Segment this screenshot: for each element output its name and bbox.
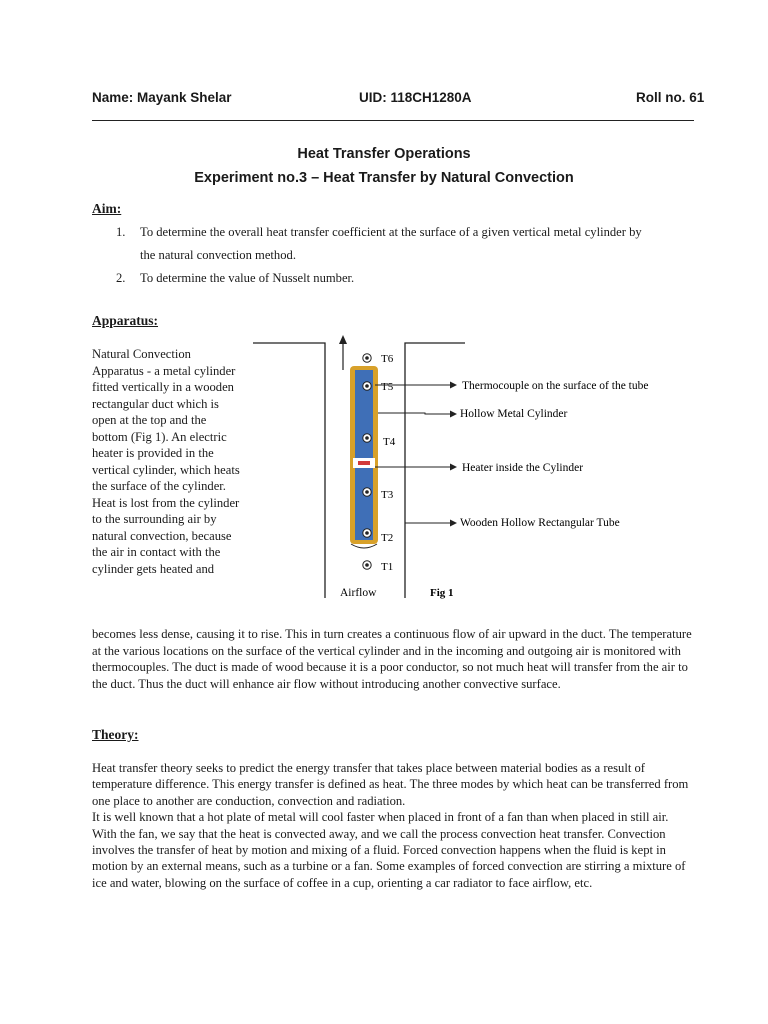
callout-line-cylinder (378, 413, 450, 414)
apparatus-paragraph-wide: becomes less dense, causing it to rise. This in turn creates a continuous flow of air upward in the duct. The temperature at the various locations on the surface of the vertical cylinder and in the incoming and outgoing air is monitored with thermocouples. The duct is made of wood because it is a poor conductor, so not much heat will transfer from the air to the duct. Thus the duct will enhance air flow without introducing another convective surface. (92, 627, 692, 691)
thermocouple-t2 (363, 529, 371, 537)
aim-heading: Aim: (92, 201, 122, 216)
natural-convection-figure (245, 330, 715, 615)
thermocouple-t5 (363, 382, 371, 390)
cylinder-base (351, 544, 377, 548)
aim-item (116, 267, 676, 290)
theory-heading: Theory: (92, 727, 139, 742)
aim-item (116, 221, 676, 267)
theory-paragraph-2: It is well known that a hot plate of metal will cool faster when placed in front of a fan than when placed in still air. With the fan, we say that the heat is convected away, and we call the process convection heat transfer. Convection involves the transfer of heat by motion and mixing of a fluid. Forced convection happens when the fluid is kept in motion by an external means, such as a turbine or a fan. Some examples of forced convection are stirring a mixture of ice and water, blowing on the surface of coffee in a cup, orienting a car radiator to face airflow, etc. (92, 810, 686, 890)
roll-number: Roll no. 61 (636, 90, 705, 105)
label-t2: T2 (381, 532, 394, 544)
header-divider (92, 120, 694, 121)
duct-left-wall (253, 343, 325, 598)
thermocouple-t6 (363, 354, 371, 362)
label-t4: T4 (383, 436, 396, 448)
theory-body (92, 760, 692, 891)
thermocouple-t4 (363, 434, 371, 442)
theory-paragraph-1: Heat transfer theory seeks to predict the energy transfer that takes place between material bodies as a result of temperature difference. This energy transfer is defined as heat. The three modes by which heat can be transferred from one place to another are conduction, convection and radiation. (92, 761, 689, 808)
arrow-head-icon (450, 464, 457, 471)
student-name: Name: Mayank Shelar (92, 90, 232, 105)
apparatus-heading: Apparatus: (92, 313, 159, 328)
experiment-title: Experiment no.3 – Heat Transfer by Natural Convection (194, 170, 574, 186)
label-heater: Heater inside the Cylinder (462, 462, 584, 474)
aim-item-number: 1. (116, 225, 126, 239)
label-cylinder: Hollow Metal Cylinder (460, 408, 568, 420)
label-t1: T1 (381, 561, 394, 573)
label-t6: T6 (381, 353, 394, 365)
apparatus-paragraph-narrow: Natural Convection Apparatus - a metal cylinder fitted vertically in a wooden rectangular duct which is open at the top and the bottom (Fig 1). An electric heater is provided in the vertical cylinder, which heats the surface of the cylinder. Heat is lost from the cylinder to the surrounding air by natural convection, because the air in contact with the cylinder gets heated and (92, 347, 240, 576)
label-duct: Wooden Hollow Rectangular Tube (460, 517, 620, 529)
aim-item-text: To determine the overall heat transfer coefficient at the surface of a given vertical metal cylinder by the natural convection method. (140, 225, 642, 262)
label-thermocouple: Thermocouple on the surface of the tube (462, 380, 649, 392)
student-uid: UID: 118CH1280A (359, 90, 472, 105)
arrow-head-icon (450, 411, 457, 418)
arrow-head-icon (450, 382, 457, 389)
label-airflow: Airflow (340, 587, 377, 599)
duct-right-wall (405, 343, 465, 598)
label-t3: T3 (381, 489, 394, 501)
thermocouple-t3 (363, 488, 371, 496)
hollow-metal-cylinder (355, 370, 373, 540)
thermocouple-t1 (363, 561, 371, 569)
figure-caption: Fig 1 (430, 587, 454, 599)
arrow-head-icon (339, 335, 347, 344)
arrow-head-icon (450, 520, 457, 527)
aim-item-number: 2. (116, 271, 126, 285)
label-t5: T5 (381, 381, 394, 393)
heater (358, 461, 370, 465)
course-title: Heat Transfer Operations (297, 146, 471, 162)
aim-item-text: To determine the value of Nusselt number. (140, 271, 355, 285)
